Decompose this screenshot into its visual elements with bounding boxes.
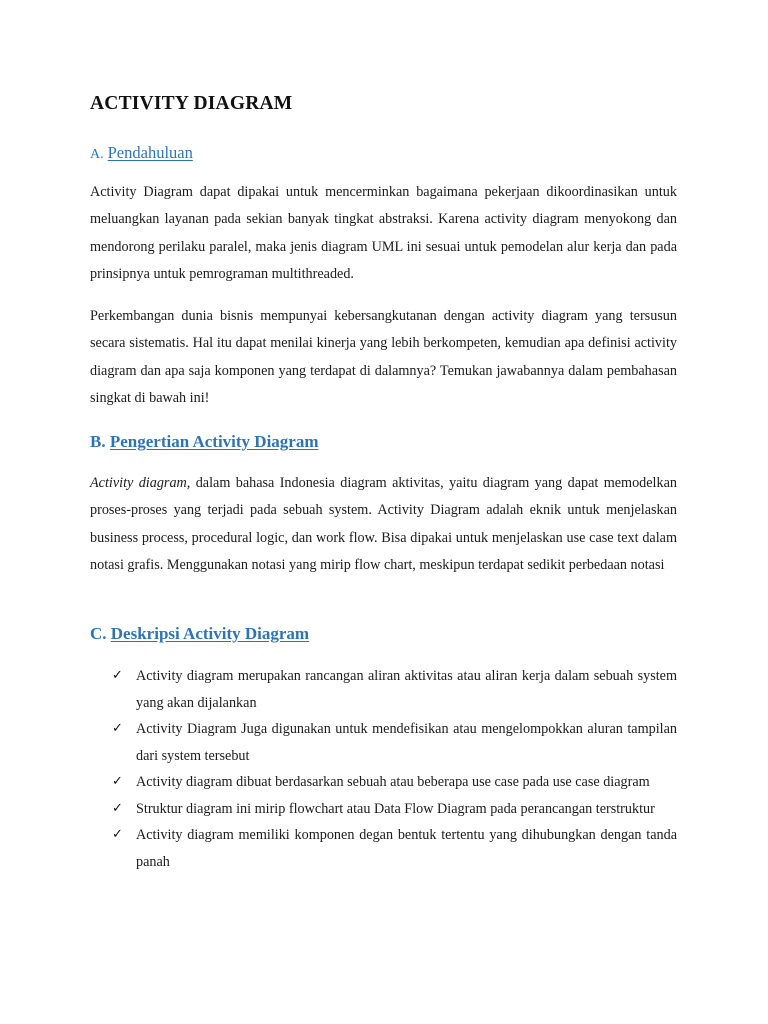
list-item [90,769,677,796]
description-list [90,663,677,875]
section-b-heading [90,432,319,452]
checkmark-icon: ✓ [112,800,123,816]
list-item-text: Struktur diagram ini mirip flowchart atau Data Flow Diagram pada perancangan terstruktur [136,800,655,817]
list-item-text: Activity diagram dibuat berdasarkan sebuah atau beberapa use case pada use case diagram [136,774,650,790]
section-c-letter: C. [90,624,107,643]
section-c-heading [90,624,309,644]
list-item [90,663,677,716]
section-a-heading [90,143,193,163]
definition-body: dalam bahasa Indonesia diagram aktivitas, yaitu diagram yang dapat memodelkan proses-proses yang terjadi pada sebuah system. Activity Diagram adalah eknik untuk menjelaskan business process, procedural logic, dan work flow. Bisa dipakai untuk menjelaskan use case text dalam notasi grafis. Menggunakan notasi yang mirip flow chart, meskipun terdapat sedikit perbedaan notasi [90,475,677,573]
checkmark-icon: ✓ [112,774,123,789]
intro-paragraph-1: Activity Diagram dapat dipakai untuk mencerminkan bagaimana pekerjaan dikoordinasikan untuk meluangkan layanan pada sekian banyak tingkat abstraksi. Karena activity diagram menyokong dan mendorong perilaku paralel, maka jenis diagram UML ini sesuai untuk pemodelan alur kerja dan pada prinsipnya untuk pemrograman multithreaded. [90,184,677,282]
list-item [90,822,677,875]
intro-paragraph-2: Perkembangan dunia bisnis mempunyai kebersangkutanan dengan activity diagram yang tersusun secara sistematis. Hal itu dapat menilai kinerja yang lebih berkompeten, kemudian apa definisi activity diagram dan apa saja komponen yang terdapat di dalamnya? Temukan jawabannya dalam pembahasan singkat di bawah ini! [90,308,677,406]
section-b-title: Pengertian Activity Diagram [109,432,319,451]
list-item [90,796,677,823]
checkmark-icon: ✓ [112,721,123,736]
section-b-letter: B. [90,432,106,451]
checkmark-icon: ✓ [112,827,123,842]
list-item-text: Activity Diagram Juga digunakan untuk mendefisikan atau mengelompokkan aluran tampilan dari system tersebut [136,721,677,764]
section-c-title: Deskripsi Activity Diagram [110,624,310,643]
checkmark-icon: ✓ [112,668,123,683]
document-title: ACTIVITY DIAGRAM [90,93,293,114]
list-item-text: Activity diagram memiliki komponen degan bentuk tertentu yang dihubungkan dengan tanda panah [136,827,677,870]
definition-paragraph [90,470,677,579]
list-item [90,716,677,769]
section-a-letter: A. [90,147,104,162]
section-a-title: Pendahuluan [107,143,193,162]
list-item-text: Activity diagram merupakan rancangan aliran aktivitas atau aliran kerja dalam sebuah system yang akan dijalankan [136,668,677,711]
definition-term: Activity diagram, [90,475,191,491]
